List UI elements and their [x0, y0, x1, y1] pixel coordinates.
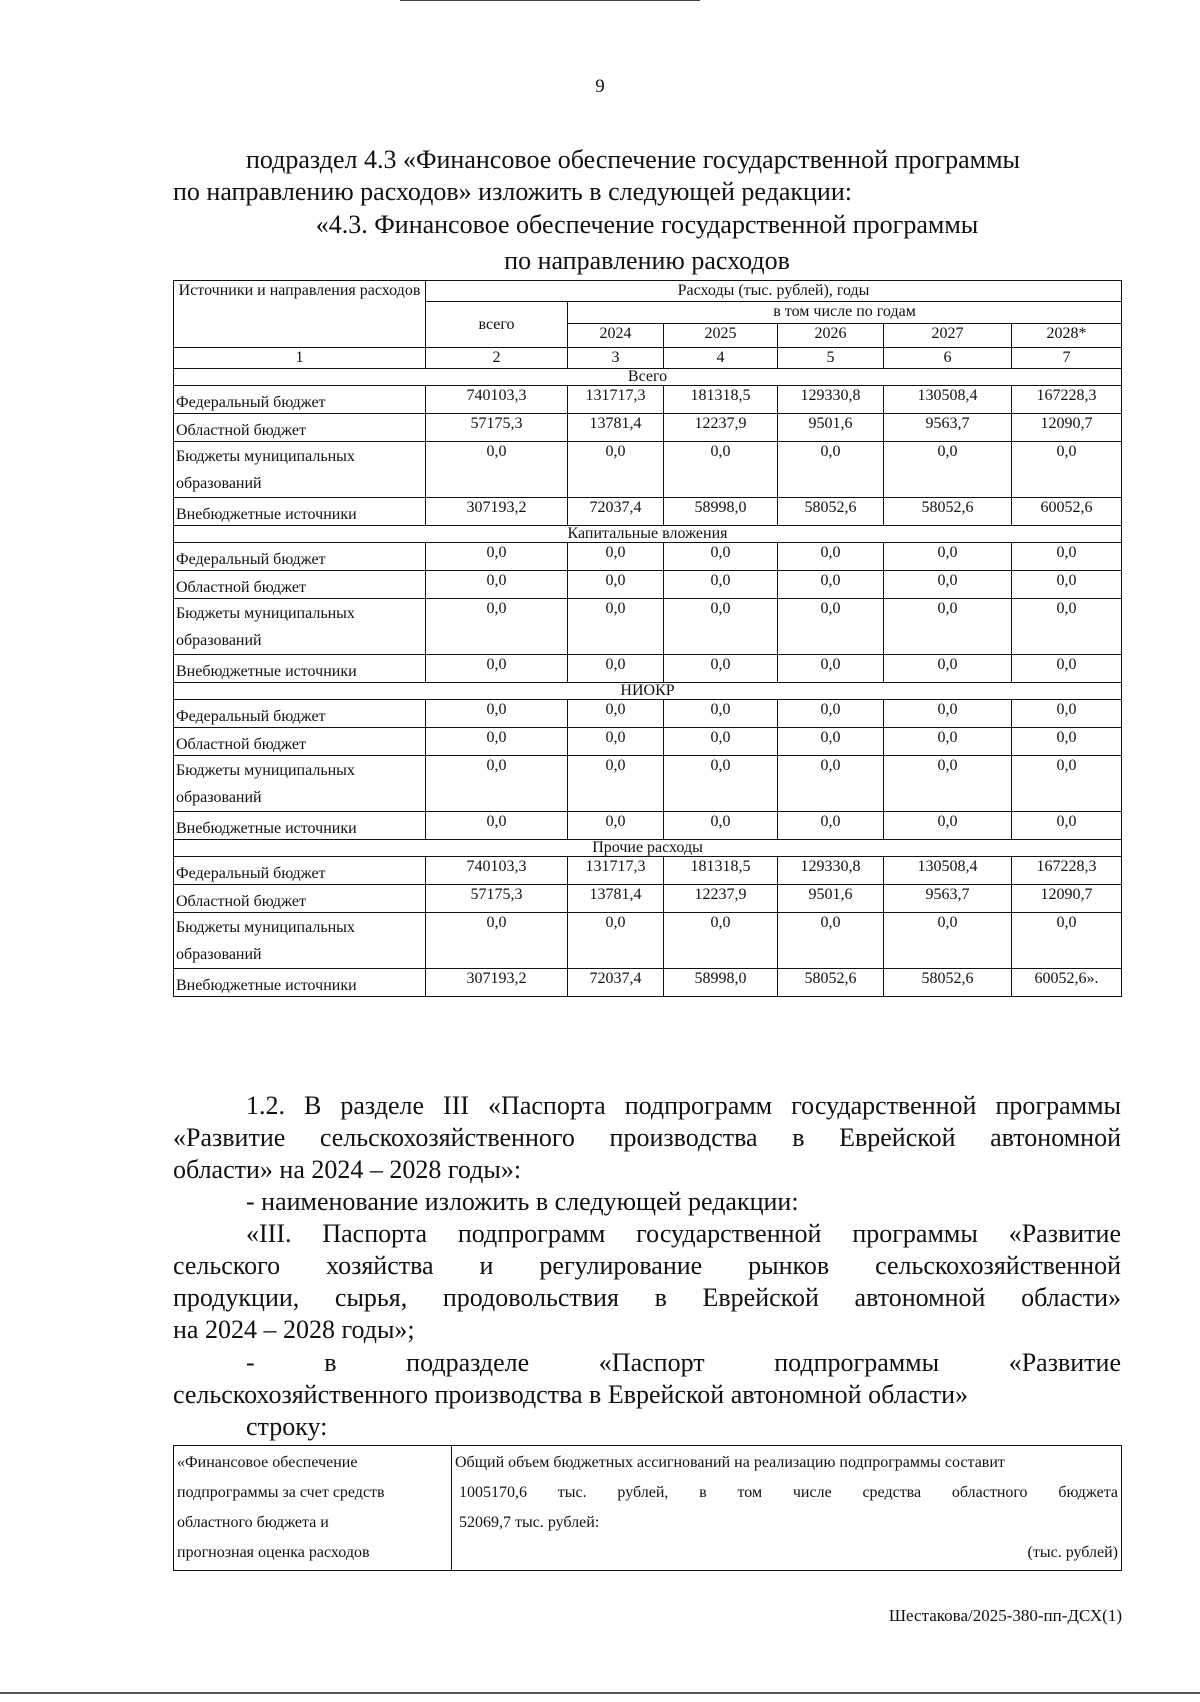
table-row — [174, 414, 1122, 442]
value-cell: 0,0 — [568, 599, 664, 655]
table-row — [174, 599, 1122, 655]
value-cell: 181318,5 — [664, 857, 778, 885]
intro-line-2: по направлению расходов» изложить в следующей редакции: — [173, 177, 852, 206]
value-cell: 58052,6 — [778, 969, 884, 997]
row-label: Внебюджетные источники — [174, 655, 426, 683]
value-cell: 0,0 — [1012, 812, 1122, 840]
table-row — [174, 913, 1122, 969]
value-cell: 72037,4 — [568, 969, 664, 997]
value-cell: 131717,3 — [568, 386, 664, 414]
value-cell: 740103,3 — [426, 386, 568, 414]
passport-left-line: подпрограммы за счет средств — [177, 1484, 385, 1501]
value-cell: 60052,6 — [1012, 498, 1122, 526]
table-row — [174, 885, 1122, 913]
value-cell: 130508,4 — [884, 386, 1012, 414]
column-number: 1 — [174, 348, 426, 369]
value-cell: 0,0 — [664, 543, 778, 571]
value-cell: 0,0 — [568, 655, 664, 683]
table-row — [174, 498, 1122, 526]
value-cell: 0,0 — [884, 655, 1012, 683]
passport-left-line: прогнозная оценка расходов — [177, 1544, 370, 1561]
value-cell: 167228,3 — [1012, 386, 1122, 414]
column-number: 2 — [426, 348, 568, 369]
value-cell: 0,0 — [426, 700, 568, 728]
passport-left-cell — [174, 1446, 452, 1571]
value-cell: 0,0 — [778, 571, 884, 599]
value-cell: 58052,6 — [778, 498, 884, 526]
value-cell: 0,0 — [426, 599, 568, 655]
value-cell: 0,0 — [568, 756, 664, 812]
row-label: Внебюджетные источники — [174, 969, 426, 997]
passport-right-line: Общий объем бюджетных ассигнований на реализацию подпрограммы составит — [455, 1454, 1005, 1471]
value-cell: 0,0 — [778, 756, 884, 812]
value-cell: 0,0 — [568, 700, 664, 728]
value-cell: 0,0 — [1012, 655, 1122, 683]
row-label: Бюджеты муниципальных образований — [174, 913, 426, 969]
table-row — [174, 700, 1122, 728]
passport-unit: (тыс. рублей) — [1027, 1544, 1118, 1561]
value-cell: 58998,0 — [664, 969, 778, 997]
value-cell: 0,0 — [664, 442, 778, 498]
table-row — [174, 571, 1122, 599]
header-year: 2028* — [1012, 324, 1122, 348]
value-cell: 0,0 — [1012, 442, 1122, 498]
value-cell: 9501,6 — [778, 414, 884, 442]
value-cell: 9563,7 — [884, 885, 1012, 913]
passport-table — [173, 1445, 1122, 1571]
header-year: 2025 — [664, 324, 778, 348]
table-row — [174, 756, 1122, 812]
header-including: в том числе по годам — [568, 302, 1122, 324]
scan-top-line — [400, 0, 700, 1]
section-heading: Всего — [174, 369, 1122, 386]
table-row — [174, 442, 1122, 498]
value-cell: 0,0 — [664, 571, 778, 599]
value-cell: 0,0 — [664, 728, 778, 756]
row-label: Областной бюджет — [174, 571, 426, 599]
value-cell: 9563,7 — [884, 414, 1012, 442]
value-cell: 0,0 — [664, 756, 778, 812]
value-cell: 12090,7 — [1012, 885, 1122, 913]
header-sources: Источники и направления расходов — [174, 281, 426, 348]
value-cell: 0,0 — [884, 728, 1012, 756]
body-p3-line-4: на 2024 – 2028 годы»; — [173, 1315, 415, 1344]
passport-left-line: областного бюджета и — [177, 1514, 329, 1531]
value-cell: 0,0 — [1012, 599, 1122, 655]
value-cell: 129330,8 — [778, 857, 884, 885]
value-cell: 0,0 — [1012, 913, 1122, 969]
section-title-line-1: «4.3. Финансовое обеспечение государственной программы — [315, 210, 979, 239]
row-label: Областной бюджет — [174, 414, 426, 442]
value-cell: 57175,3 — [426, 414, 568, 442]
row-label: Внебюджетные источники — [174, 498, 426, 526]
value-cell: 0,0 — [1012, 571, 1122, 599]
header-total: всего — [426, 302, 568, 348]
value-cell: 0,0 — [426, 756, 568, 812]
row-label: Внебюджетные источники — [174, 812, 426, 840]
value-cell: 0,0 — [1012, 756, 1122, 812]
value-cell: 0,0 — [426, 543, 568, 571]
value-cell: 0,0 — [664, 812, 778, 840]
body-p3-line-3: продукции, сырья, продовольствия в Еврейской автономной области» — [173, 1283, 1121, 1312]
page-number: 9 — [595, 76, 605, 97]
row-label: Федеральный бюджет — [174, 857, 426, 885]
value-cell: 0,0 — [1012, 700, 1122, 728]
body-p1-line-3: области» на 2024 – 2028 годы»: — [173, 1155, 522, 1184]
value-cell: 0,0 — [778, 913, 884, 969]
financing-table — [173, 280, 1122, 997]
value-cell: 0,0 — [664, 655, 778, 683]
body-p3-line-1: «III. Паспорта подпрограмм государственной программы «Развитие — [246, 1219, 1121, 1248]
value-cell: 12090,7 — [1012, 414, 1122, 442]
value-cell: 0,0 — [884, 756, 1012, 812]
value-cell: 307193,2 — [426, 498, 568, 526]
body-p4-line-1: - в подразделе «Паспорт подпрограммы «Развитие — [246, 1348, 1121, 1377]
row-label: Областной бюджет — [174, 885, 426, 913]
value-cell: 131717,3 — [568, 857, 664, 885]
header-year: 2024 — [568, 324, 664, 348]
value-cell: 13781,4 — [568, 414, 664, 442]
value-cell: 0,0 — [778, 442, 884, 498]
body-p2: - наименование изложить в следующей редакции: — [246, 1187, 799, 1216]
table-row — [174, 728, 1122, 756]
value-cell: 0,0 — [664, 700, 778, 728]
value-cell: 0,0 — [778, 655, 884, 683]
value-cell: 0,0 — [664, 599, 778, 655]
value-cell: 0,0 — [568, 543, 664, 571]
value-cell: 0,0 — [426, 913, 568, 969]
value-cell: 129330,8 — [778, 386, 884, 414]
value-cell: 0,0 — [426, 442, 568, 498]
value-cell: 60052,6». — [1012, 969, 1122, 997]
table-row — [174, 857, 1122, 885]
value-cell: 58052,6 — [884, 969, 1012, 997]
row-label: Бюджеты муниципальных образований — [174, 442, 426, 498]
row-label: Областной бюджет — [174, 728, 426, 756]
scan-bottom-line — [0, 1692, 1200, 1694]
column-number: 5 — [778, 348, 884, 369]
intro-line-1: подраздел 4.3 «Финансовое обеспечение государственной программы — [246, 145, 1020, 174]
section-heading: Капитальные вложения — [174, 526, 1122, 543]
value-cell: 130508,4 — [884, 857, 1012, 885]
row-label: Федеральный бюджет — [174, 700, 426, 728]
document-footer-code: Шестакова/2025-380-пп-ДСХ(1) — [888, 1606, 1122, 1625]
row-label: Бюджеты муниципальных образований — [174, 756, 426, 812]
value-cell: 0,0 — [884, 543, 1012, 571]
column-number: 6 — [884, 348, 1012, 369]
table-row — [174, 543, 1122, 571]
header-year: 2026 — [778, 324, 884, 348]
value-cell: 58998,0 — [664, 498, 778, 526]
value-cell: 0,0 — [884, 700, 1012, 728]
passport-right-cell — [452, 1446, 1122, 1571]
column-number: 4 — [664, 348, 778, 369]
value-cell: 12237,9 — [664, 885, 778, 913]
value-cell: 0,0 — [778, 812, 884, 840]
value-cell: 0,0 — [778, 700, 884, 728]
value-cell: 13781,4 — [568, 885, 664, 913]
value-cell: 9501,6 — [778, 885, 884, 913]
header-expenses: Расходы (тыс. рублей), годы — [426, 281, 1122, 302]
value-cell: 12237,9 — [664, 414, 778, 442]
value-cell: 740103,3 — [426, 857, 568, 885]
row-label: Федеральный бюджет — [174, 543, 426, 571]
passport-left-line: «Финансовое обеспечение — [177, 1454, 358, 1471]
value-cell: 0,0 — [1012, 543, 1122, 571]
value-cell: 0,0 — [426, 812, 568, 840]
value-cell: 0,0 — [884, 442, 1012, 498]
value-cell: 0,0 — [884, 571, 1012, 599]
row-label: Федеральный бюджет — [174, 386, 426, 414]
section-title-line-2: по направлению расходов — [504, 246, 790, 275]
header-year: 2027 — [884, 324, 1012, 348]
section-heading: Прочие расходы — [174, 840, 1122, 857]
column-number: 3 — [568, 348, 664, 369]
value-cell: 72037,4 — [568, 498, 664, 526]
column-number: 7 — [1012, 348, 1122, 369]
body-p1-line-1: 1.2. В разделе III «Паспорта подпрограмм государственной программы — [246, 1091, 1121, 1120]
value-cell: 58052,6 — [884, 498, 1012, 526]
value-cell: 0,0 — [884, 812, 1012, 840]
value-cell: 167228,3 — [1012, 857, 1122, 885]
value-cell: 57175,3 — [426, 885, 568, 913]
body-p4-line-2: сельскохозяйственного производства в Еврейской автономной области» — [173, 1380, 969, 1409]
value-cell: 0,0 — [568, 728, 664, 756]
value-cell: 0,0 — [664, 913, 778, 969]
body-p1-line-2: «Развитие сельскохозяйственного производства в Еврейской автономной — [173, 1123, 1121, 1152]
table-row — [174, 655, 1122, 683]
value-cell: 181318,5 — [664, 386, 778, 414]
value-cell: 0,0 — [778, 543, 884, 571]
value-cell: 307193,2 — [426, 969, 568, 997]
value-cell: 0,0 — [426, 728, 568, 756]
row-label: Бюджеты муниципальных образований — [174, 599, 426, 655]
value-cell: 0,0 — [568, 571, 664, 599]
value-cell: 0,0 — [884, 913, 1012, 969]
passport-right-line: 52069,7 тыс. рублей: — [459, 1514, 600, 1531]
table-row — [174, 812, 1122, 840]
value-cell: 0,0 — [778, 599, 884, 655]
passport-right-line: 1005170,6 тыс. рублей, в том числе средства областного бюджета — [459, 1484, 1118, 1501]
value-cell: 0,0 — [568, 812, 664, 840]
value-cell: 0,0 — [426, 655, 568, 683]
value-cell: 0,0 — [426, 571, 568, 599]
value-cell: 0,0 — [1012, 728, 1122, 756]
body-p3-line-2: сельского хозяйства и регулирование рынков сельскохозяйственной — [173, 1251, 1121, 1280]
section-heading: НИОКР — [174, 683, 1122, 700]
table-row — [174, 969, 1122, 997]
value-cell: 0,0 — [778, 728, 884, 756]
value-cell: 0,0 — [568, 913, 664, 969]
body-p5: строку: — [246, 1412, 328, 1441]
value-cell: 0,0 — [568, 442, 664, 498]
table-row — [174, 386, 1122, 414]
value-cell: 0,0 — [884, 599, 1012, 655]
